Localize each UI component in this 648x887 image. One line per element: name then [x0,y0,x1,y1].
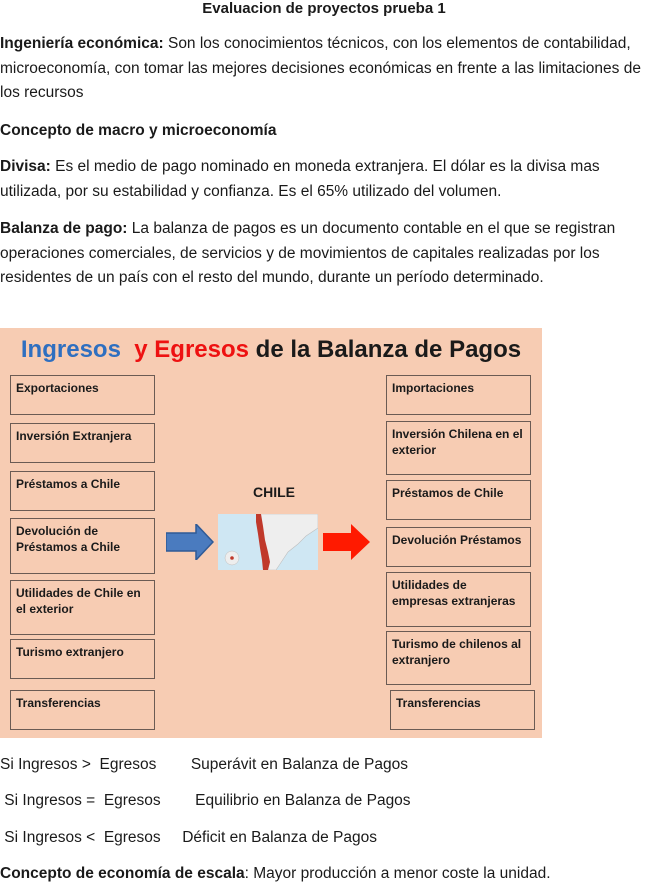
left-box-inversion-extranjera: Inversión Extranjera [10,423,155,463]
right-box-utilidades: Utilidades de empresas extranjeras [386,572,531,627]
condition-equilibrio: Si Ingresos = Egresos Equilibrio en Balanza de Pagos [0,792,411,809]
condition-superavit: Si Ingresos > Egresos Superávit en Balanza de Pagos [0,756,408,773]
ingenieria-text: Son los conocimientos técnicos, con los elementos de contabilidad, microeconomía, con tomar las mejores decisiones económicas en frente a las limitaciones de los recursos [0,35,641,101]
diagram-title [0,332,542,368]
balanza-paragraph [0,217,648,291]
escala-term: Concepto de economía de escala [0,865,245,882]
right-box-transferencias: Transferencias [390,690,535,730]
diagram-title-egresos: y Egresos [134,336,249,363]
escala-text: : Mayor producción a menor coste la unidad. [244,865,551,882]
divisa-term: Divisa: [0,158,51,175]
right-box-importaciones: Importaciones [386,375,531,415]
right-box-devolucion: Devolución Préstamos [386,527,531,567]
document-title: Evaluacion de proyectos prueba 1 [202,0,446,17]
left-arrow-icon [166,524,214,560]
diagram-title-ingresos: Ingresos [20,336,121,363]
diagram-title-rest: de la Balanza de Pagos [249,336,522,363]
right-arrow-icon [323,524,371,560]
chile-map-icon [218,514,318,570]
left-box-devolucion: Devolución de Préstamos a Chile [10,518,155,574]
left-box-transferencias: Transferencias [10,690,155,730]
left-box-utilidades: Utilidades de Chile en el exterior [10,580,155,635]
ingenieria-term: Ingeniería económica: [0,35,164,52]
balanza-text: La balanza de pagos es un documento contable en el que se registran operaciones comerciales, de servicios y de movimientos de capitales realizadas por los residentes de un país con el resto del mundo, durante un período determinado. [0,220,616,286]
divisa-paragraph [0,155,648,204]
balanza-diagram [0,328,542,738]
chile-label: CHILE [253,484,295,500]
escala-paragraph [0,862,648,887]
ingenieria-paragraph [0,32,648,106]
divisa-text: Es el medio de pago nominado en moneda extranjera. El dólar es la divisa mas utilizada, por su estabilidad y confianza. Es el 65% utilizado del volumen. [0,158,600,200]
left-box-exportaciones: Exportaciones [10,375,155,415]
balanza-term: Balanza de pago: [0,220,128,237]
right-box-inversion-chilena: Inversión Chilena en el exterior [386,421,531,475]
macro-heading-text: Concepto de macro y microeconomía [0,122,277,139]
left-box-turismo: Turismo extranjero [10,639,155,679]
right-box-turismo: Turismo de chilenos al extranjero [386,631,531,685]
macro-heading [0,119,648,144]
left-box-prestamos-a-chile: Préstamos a Chile [10,471,155,511]
condition-deficit: Si Ingresos < Egresos Déficit en Balanza de Pagos [0,829,377,846]
right-box-prestamos-de-chile: Préstamos de Chile [386,480,531,520]
